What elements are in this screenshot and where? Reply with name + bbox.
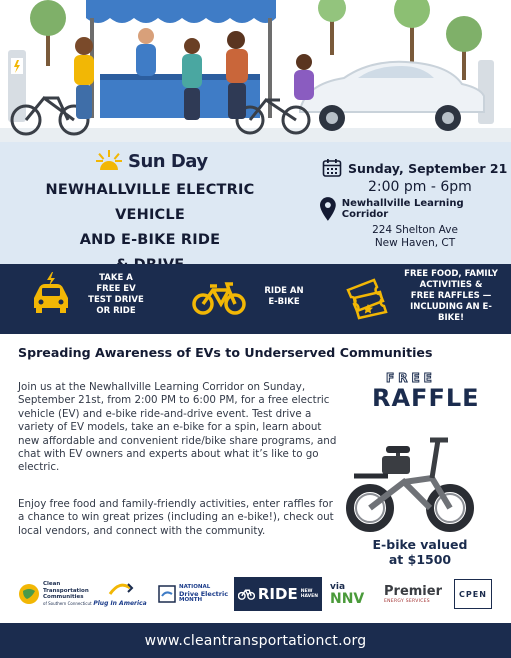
feature-food-raffles	[342, 269, 506, 324]
features-band	[0, 264, 511, 334]
event-date: Sunday, September 21	[348, 160, 508, 176]
footer-bar	[0, 623, 511, 658]
plug-icon	[106, 582, 134, 600]
section-heading: Spreading Awareness of EVs to Underserved Communities	[18, 345, 433, 360]
website-link[interactable]: www.cleantransportationct.org	[144, 632, 367, 649]
logo-text: Plug In America	[93, 599, 147, 607]
description-paragraph: Join us at the Newhallville Learning Corridor on Sunday, September 21st, from 2:00 PM to 6:00 PM, for a free electric vehicle (EV) and e-bike ride-and-drive event. Test drive a variety of EV models, take an e-bike for a spin, learn about new affordable and convenient ride/bike share programs, and chat with EV owners and experts about what it’s like to go electric.	[18, 381, 337, 474]
address	[360, 224, 470, 250]
map-icon	[158, 584, 176, 604]
feature-text-line: TEST DRIVE	[88, 295, 144, 305]
calendar-icon	[322, 158, 342, 178]
raffle-caption-line: E-bike valued	[372, 537, 468, 552]
premier-energy-logo	[384, 577, 444, 611]
event-title	[14, 178, 286, 278]
logo-text: Premier	[384, 583, 442, 599]
address-line: New Haven, CT	[374, 237, 456, 249]
feature-ride-ebike	[192, 277, 306, 317]
feature-text-line: ACTIVITIES &	[419, 280, 483, 290]
location-name: Newhallville Learning Corridor	[341, 198, 464, 220]
feature-text-line: RIDE AN	[264, 286, 304, 296]
bicycle-icon	[238, 587, 255, 601]
event-title-line: AND E-BIKE RIDE	[79, 232, 221, 248]
car-icon	[28, 272, 74, 318]
ticket-icon	[342, 272, 392, 322]
description-paragraph: Enjoy free food and family-friendly activities, enter raffles for a chance to win great prizes (including an e-bike!), check out local vendors, and connect with the community.	[18, 498, 334, 537]
cpen-logo	[454, 579, 492, 609]
feature-ev-test-drive	[28, 272, 146, 318]
ebike-image	[346, 416, 476, 536]
sunday-logo	[96, 150, 208, 172]
feature-text-line: FREE FOOD, FAMILY	[404, 269, 498, 279]
logo-text: NATIONAL	[179, 584, 211, 591]
sponsor-logos	[10, 577, 501, 613]
feature-text-line: TAKE A	[99, 273, 133, 283]
bicycle-icon	[192, 277, 246, 317]
logo-text: MONTH	[179, 597, 203, 604]
drive-electric-month-logo	[158, 577, 230, 611]
logo-text: ENERGY SERVICES	[384, 598, 430, 604]
logo-text: NNV	[330, 590, 365, 607]
logo-text: Clean	[43, 581, 61, 587]
feature-text-line: FREE RAFFLES —	[410, 291, 492, 301]
raffle-caption-line: at $1500	[388, 552, 452, 567]
logo-text: HAVEN	[300, 594, 318, 599]
sun-icon	[96, 150, 122, 172]
location	[320, 197, 511, 221]
globe-icon	[18, 583, 40, 605]
clean-transportation-logo	[18, 577, 98, 611]
hero-illustration	[0, 0, 511, 142]
logo-text: NEW	[300, 588, 313, 594]
ride-new-haven-logo	[234, 577, 322, 611]
logo-text: CPEN	[459, 589, 487, 599]
feature-text-line: BIKE!	[438, 313, 464, 323]
feature-text-line: OR RIDE	[96, 306, 136, 316]
address-line: 224 Shelton Ave	[372, 224, 458, 236]
logo-text: via	[330, 581, 346, 592]
raffle-caption	[360, 537, 480, 567]
map-pin-icon	[320, 197, 336, 221]
raffle-free-label: FREE	[386, 371, 436, 385]
raffle-label: RAFFLE	[372, 384, 480, 412]
logo-text: Transportation	[43, 587, 89, 594]
feature-text-line: FREE EV	[96, 284, 136, 294]
logo-text: of Southern Connecticut	[43, 600, 92, 606]
event-time: 2:00 pm - 6pm	[368, 179, 472, 195]
logo-text: RIDE	[257, 585, 298, 603]
event-scene-illustration	[0, 0, 511, 142]
brand-name: Sun Day	[128, 150, 208, 172]
event-title-line: NEWHALLVILLE ELECTRIC VEHICLE	[45, 182, 255, 223]
via-nnv-logo	[330, 577, 380, 611]
date-block	[322, 158, 507, 195]
plug-in-america-logo	[92, 577, 148, 611]
logo-text: Communities	[43, 594, 84, 600]
feature-text-line: INCLUDING AN E-	[410, 302, 492, 312]
logo-text: Drive Electric	[179, 589, 229, 598]
feature-text-line: E-BIKE	[268, 297, 300, 307]
